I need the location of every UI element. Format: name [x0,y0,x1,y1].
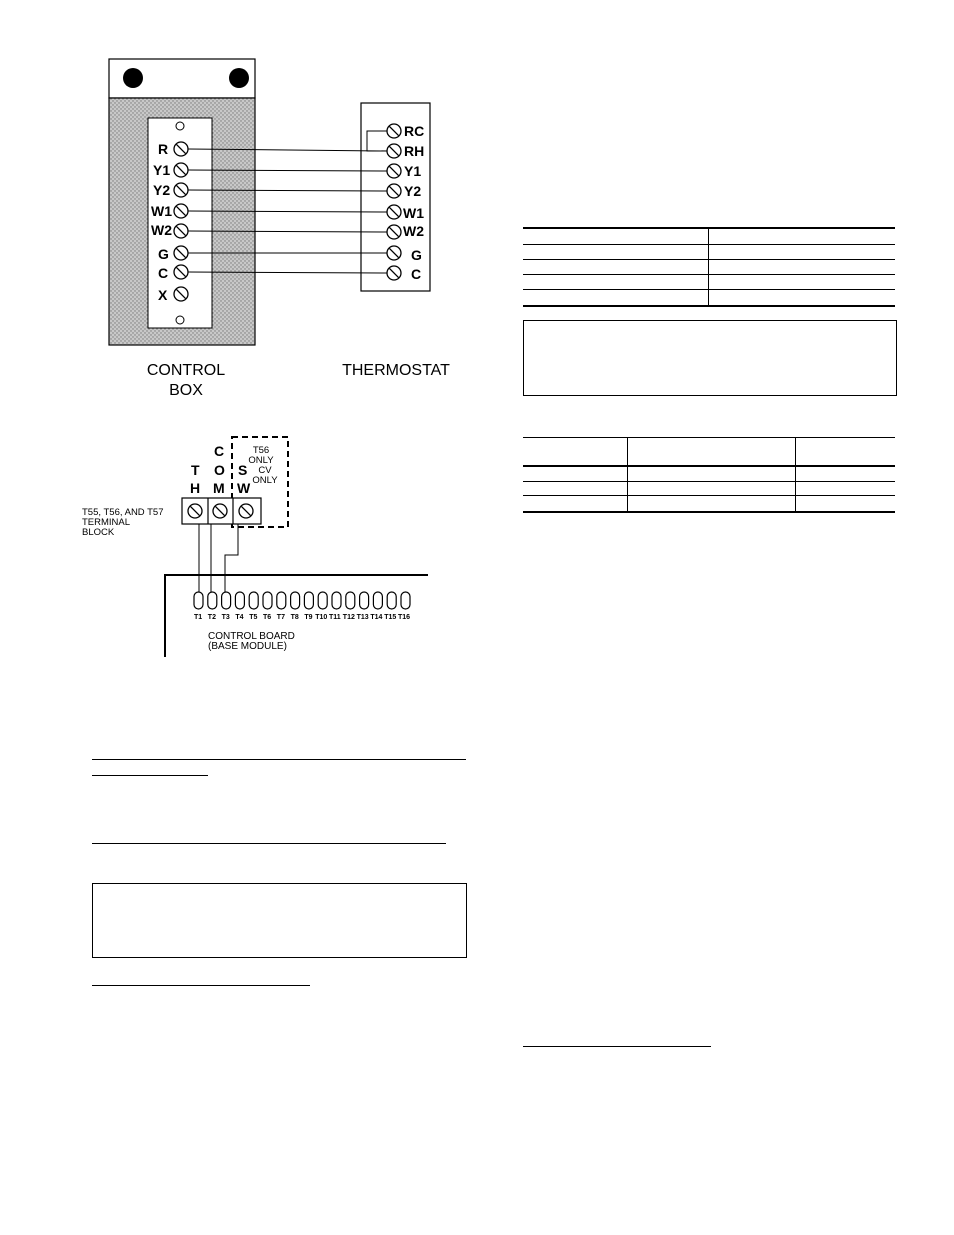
heading-rule-1b [92,775,208,776]
note-box-left [92,883,467,958]
cb-terminal-c: C [158,265,169,281]
mounting-hole-left [123,68,143,88]
col-th-h: H [190,480,201,496]
ts-terminal-c: C [411,266,422,282]
heading-rule-3 [92,985,310,986]
board-terminal-t1 [194,592,203,609]
board-terminal-label-t10: T10 [315,614,328,621]
board-terminal-t14 [373,592,382,609]
ts-terminal-w1: W1 [403,205,424,221]
cb-terminal-g: G [158,246,169,262]
cb-terminal-w1: W1 [151,203,172,219]
board-terminal-label-t11: T11 [329,614,341,621]
cb-terminal-x: X [158,287,168,303]
board-terminal-label-t2: T2 [207,614,216,621]
board-terminal-label-t8: T8 [290,614,299,621]
note-box-right [523,320,897,396]
board-terminal-label-t1: T1 [194,614,203,621]
board-terminal-label-t3: T3 [221,614,230,621]
ts-terminal-rh: RH [404,143,425,159]
board-terminal-t12 [346,592,355,609]
col-th-t: T [191,462,200,478]
t56-only-label: T56 ONLY CV ONLY [248,445,278,486]
ts-terminal-rc: RC [404,123,425,139]
board-terminal-t11 [332,592,341,609]
heading-rule-right [523,1046,711,1047]
control-box-caption: CONTROL BOX [146,362,226,399]
cb-terminal-r: R [158,141,169,157]
cb-terminal-y2: Y2 [153,182,171,198]
board-terminal-label-t16: T16 [398,614,411,621]
board-terminal-t10 [318,592,327,609]
cb-terminal-y1: Y1 [153,162,171,178]
board-terminal-label-t5: T5 [249,614,258,621]
col-com-o: O [214,462,225,478]
board-terminal-t16 [401,592,410,609]
ts-terminal-y2: Y2 [404,183,422,199]
board-terminal-t2 [208,592,217,609]
wire-sw [225,524,238,600]
board-terminal-label-t15: T15 [384,614,397,621]
ts-terminal-w2: W2 [403,223,424,239]
board-terminal-t5 [249,592,258,609]
board-terminal-label-t12: T12 [342,614,355,621]
board-terminal-label-t9: T9 [304,614,313,621]
board-terminal-t8 [291,592,300,609]
board-terminal-t9 [304,592,313,609]
ts-terminal-y1: Y1 [404,163,422,179]
col-com-c: C [214,443,225,459]
board-terminal-t15 [387,592,396,609]
board-terminal-label-t14: T14 [370,614,383,621]
col-sw-s: S [238,462,248,478]
heading-rule-2 [92,843,446,844]
terminal-block-label: T55, T56, AND T57 TERMINAL BLOCK [82,507,164,538]
board-terminal-t4 [235,592,244,609]
board-terminal-t3 [222,592,231,609]
mounting-hole-right [229,68,249,88]
col-com-m: M [213,480,225,496]
board-terminal-t7 [277,592,286,609]
board-terminal-label-t4: T4 [235,614,244,621]
board-terminal-t6 [263,592,272,609]
col-sw-w: W [237,480,251,496]
control-board-label: CONTROL BOARD (BASE MODULE) [208,631,295,652]
heading-rule-1a [92,759,466,760]
thermostat-caption: THERMOSTAT [342,362,450,379]
board-terminal-t13 [360,592,369,609]
cb-terminal-w2: W2 [151,222,172,238]
ts-terminal-g: G [411,247,422,263]
board-terminal-label-t13: T13 [356,614,369,621]
board-terminal-label-t6: T6 [263,614,272,621]
board-terminal-label-t7: T7 [276,614,285,621]
